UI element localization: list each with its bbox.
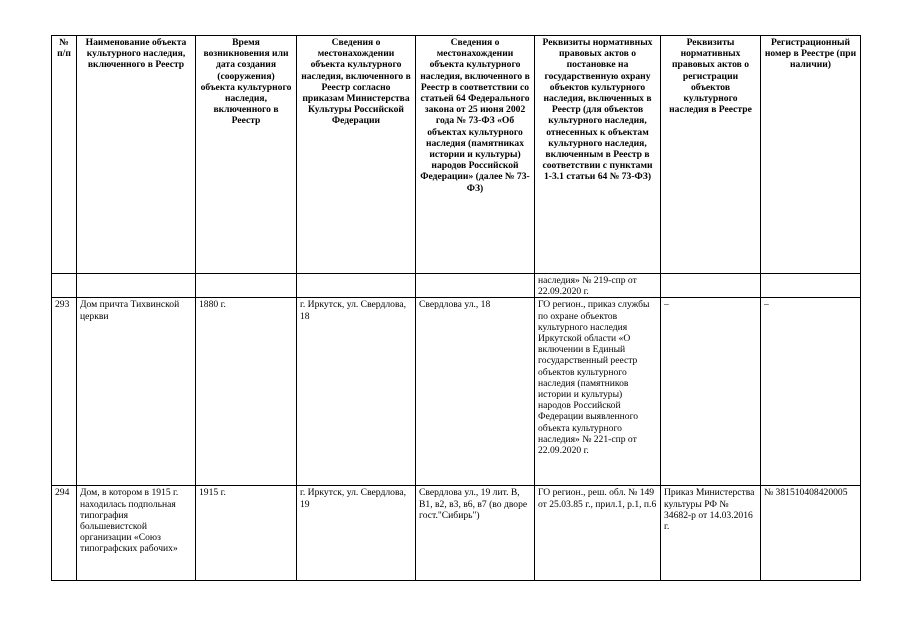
- cell-location-ministry: г. Иркутск, ул. Свердлова, 18: [297, 298, 416, 486]
- heritage-register-table: [51, 35, 861, 581]
- cell-location-article64: Свердлова ул., 19 лит. В, В1, в2, в3, в6, в7 (во дворе гост."Сибирь"): [416, 486, 535, 581]
- cell-number: 294: [52, 486, 77, 581]
- cell-protection-acts: ГО регион., приказ службы по охране объектов культурного наследия Иркутской области «О включении в Единый государственный реестр объектов культурного наследия (памятников истории и культуры) народов Российской Федерации выявленного объекта культурного наследия» № 221-спр от 22.09.2020 г.: [535, 298, 661, 486]
- cell-number: 293: [52, 298, 77, 486]
- cell: [297, 274, 416, 298]
- cell-registration-number: –: [761, 298, 861, 486]
- cell-protection-acts: наследия» № 219-спр от 22.09.2020 г.: [535, 274, 661, 298]
- table-row-continuation: [52, 274, 861, 298]
- cell: [77, 274, 196, 298]
- header-registration-acts: Реквизиты нормативных правовых актов о регистрации объектов культурного наследия в Реестре: [661, 36, 761, 274]
- header-location-article64: Сведения о местонахождении объекта культурного наследия, включенного в Реестр в соответствии со статьей 64 Федерального закона от 25 июня 2002 года № 73-ФЗ «Об объектах культурного наследия (памятниках истории и культуры) народов Российской Федерации» (далее № 73-ФЗ): [416, 36, 535, 274]
- cell-registration-acts: Приказ Министерства культуры РФ № 34682-р от 14.03.2016 г.: [661, 486, 761, 581]
- cell: [761, 274, 861, 298]
- cell: [661, 274, 761, 298]
- cell: [196, 274, 297, 298]
- cell-registration-acts: –: [661, 298, 761, 486]
- cell-location-article64: Свердлова ул., 18: [416, 298, 535, 486]
- cell-protection-acts: ГО регион., реш. обл. № 149 от 25.03.85 г., прил.1, р.1, п.6: [535, 486, 661, 581]
- header-number: № п/п: [52, 36, 77, 274]
- cell-date: 1880 г.: [196, 298, 297, 486]
- header-name: Наименование объекта культурного наследия, включенного в Реестр: [77, 36, 196, 274]
- cell-location-ministry: г. Иркутск, ул. Свердлова, 19: [297, 486, 416, 581]
- cell: [52, 274, 77, 298]
- cell-date: 1915 г.: [196, 486, 297, 581]
- cell: [416, 274, 535, 298]
- cell-name: Дом, в котором в 1915 г. находилась подпольная типография большевистской организации «Союз типографских рабочих»: [77, 486, 196, 581]
- table-row: [52, 486, 861, 581]
- header-protection-acts: Реквизиты нормативных правовых актов о постановке на государственную охрану объектов культурного наследия, включенных в Реестр (для объектов культурного наследия, отнесенных к объектам культурного наследия, включенным в Реестр в соответствии с пунктами 1-3.1 статьи 64 № 73-ФЗ): [535, 36, 661, 274]
- header-date: Время возникновения или дата создания (сооружения) объекта культурного наследия, включенного в Реестр: [196, 36, 297, 274]
- table-header-row: [52, 36, 861, 274]
- header-location-ministry: Сведения о местонахождении объекта культурного наследия, включенного в Реестр согласно приказам Министерства Культуры Российской Федерации: [297, 36, 416, 274]
- cell-registration-number: № 381510408420005: [761, 486, 861, 581]
- header-registration-number: Регистрационный номер в Реестре (при наличии): [761, 36, 861, 274]
- cell-name: Дом причта Тихвинской церкви: [77, 298, 196, 486]
- table-row: [52, 298, 861, 486]
